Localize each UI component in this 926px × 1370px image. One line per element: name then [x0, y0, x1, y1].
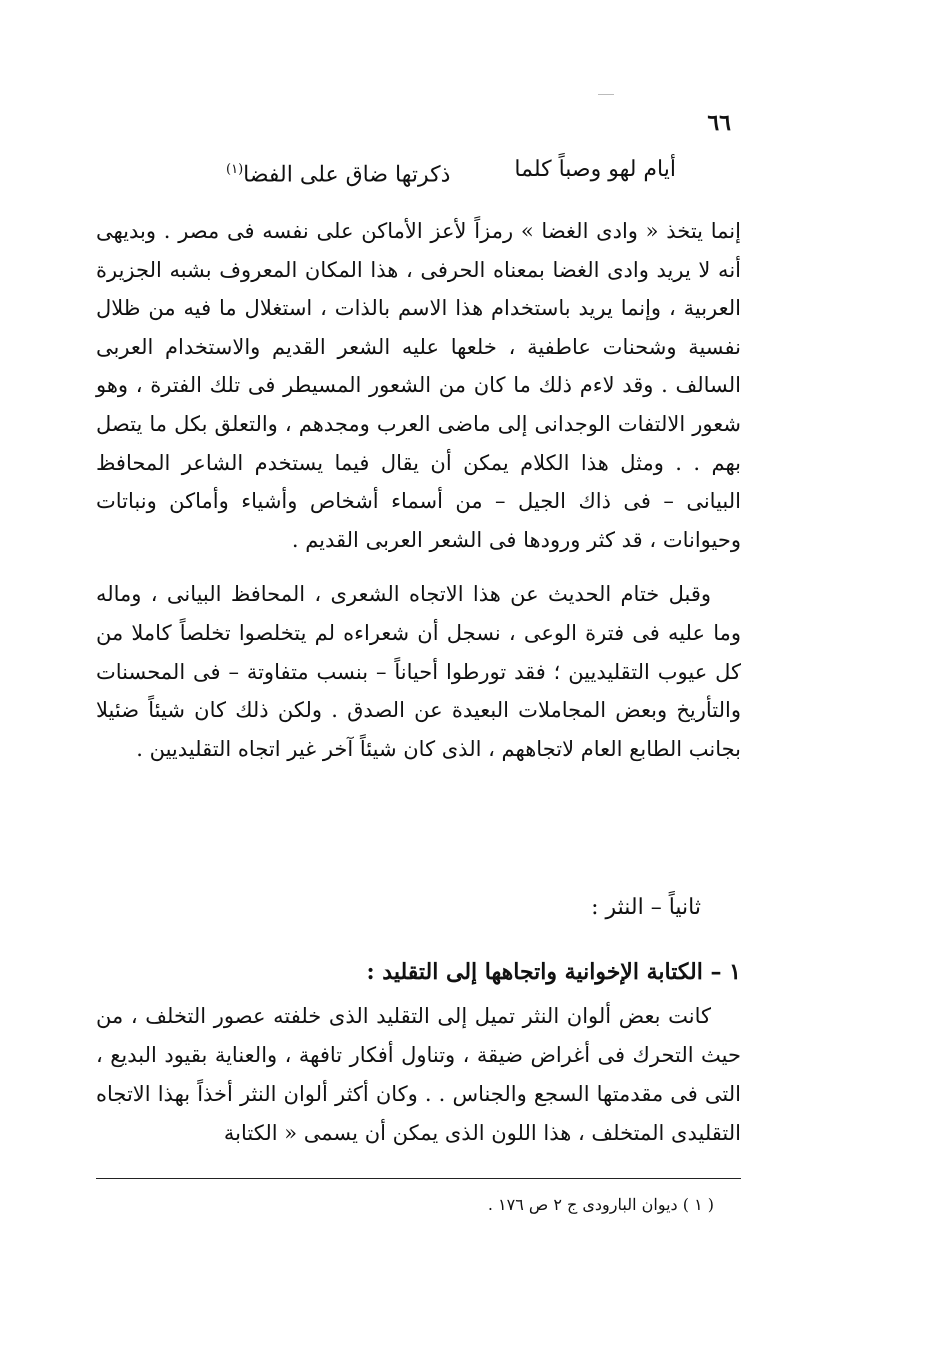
paragraph-2: وقبل ختام الحديث عن هذا الاتجاه الشعرى ، المحافظ البيانى ، وماله وما عليه فى فترة الوعى ، نسجل أن شعراءه لم يتخلصوا تخلصاً كاملا من كل عيوب التقليديين ؛ فقد تورطوا أحياناً – بنسب متفاوتة – فى المحسنات والتأريخ وبعض المجاملات البعيدة عن الصدق . ولكن ذلك كان شيئاً ضئيلا بجانب الطابع العام لاتجاههم ، الذى كان شيئاً آخر غير اتجاه التقليديين .: [96, 582, 741, 761]
verse-second-hemistich: [226, 150, 450, 195]
paragraph-3: كانت بعض ألوان النثر تميل إلى التقليد الذى خلفته عصور التخلف ، من حيث التحرك فى أغراض ضيقة ، وتناول أفكار تافهة ، والعناية بقيود البديع ، التى فى مقدمتها السجع والجناس . . وكان أكثر ألوان النثر أخذاً بهذا الاتجاه التقليدى المتخلف ، هذا اللون الذى يمكن أن يسمى « الكتابة: [96, 1004, 741, 1145]
main-text: [96, 212, 741, 768]
section-heading: ثانياً – النثر :: [591, 895, 701, 920]
footnote-marker: (١): [226, 162, 244, 177]
page-number: ٦٦: [707, 110, 731, 136]
verse-second-hemistich-text: ذكرتها ضاق على الفضا: [243, 162, 451, 188]
poem-verse: [226, 150, 676, 195]
scan-mark: [598, 94, 614, 95]
verse-first-hemistich: أيام لهو وصباً كلما: [514, 157, 676, 182]
sub-heading: ١ – الكتابة الإخوانية واتجاهها إلى التقليد :: [366, 959, 741, 985]
footnote-divider: [96, 1178, 741, 1179]
footnote: ( ١ ) ديوان البارودى ج ٢ ص ١٧٦ .: [487, 1195, 714, 1214]
paragraph-1: إنما يتخذ « وادى الغضا » رمزاً لأعز الأماكن على نفسه فى مصر . وبديهى أنه لا يريد وادى الغضا بمعناه الحرفى ، هذا المكان المعروف بشبه الجزيرة العربية ، وإنما يريد باستخدام هذا الاسم بالذات ، استغلال ما فيه من ظلال نفسية وشحنات عاطفية ، خلعها عليه الشعر القديم والاستخدام العربى السالف . وقد لاءم ذلك ما كان من الشعور المسيطر فى تلك الفترة ، وهو شعور الالتفات الوجدانى إلى ماضى العرب ومجدهم ، والتعلق بكل ما يتصل بهم . . ومثل هذا الكلام يمكن أن يقال فيما يستخدم الشاعر المحافظ البيانى – فى ذاك الجيل – من أسماء أشخاص وأشياء وأماكن ونباتات وحيوانات ، قد كثر ورودها فى الشعر العربى القديم .: [96, 219, 741, 552]
